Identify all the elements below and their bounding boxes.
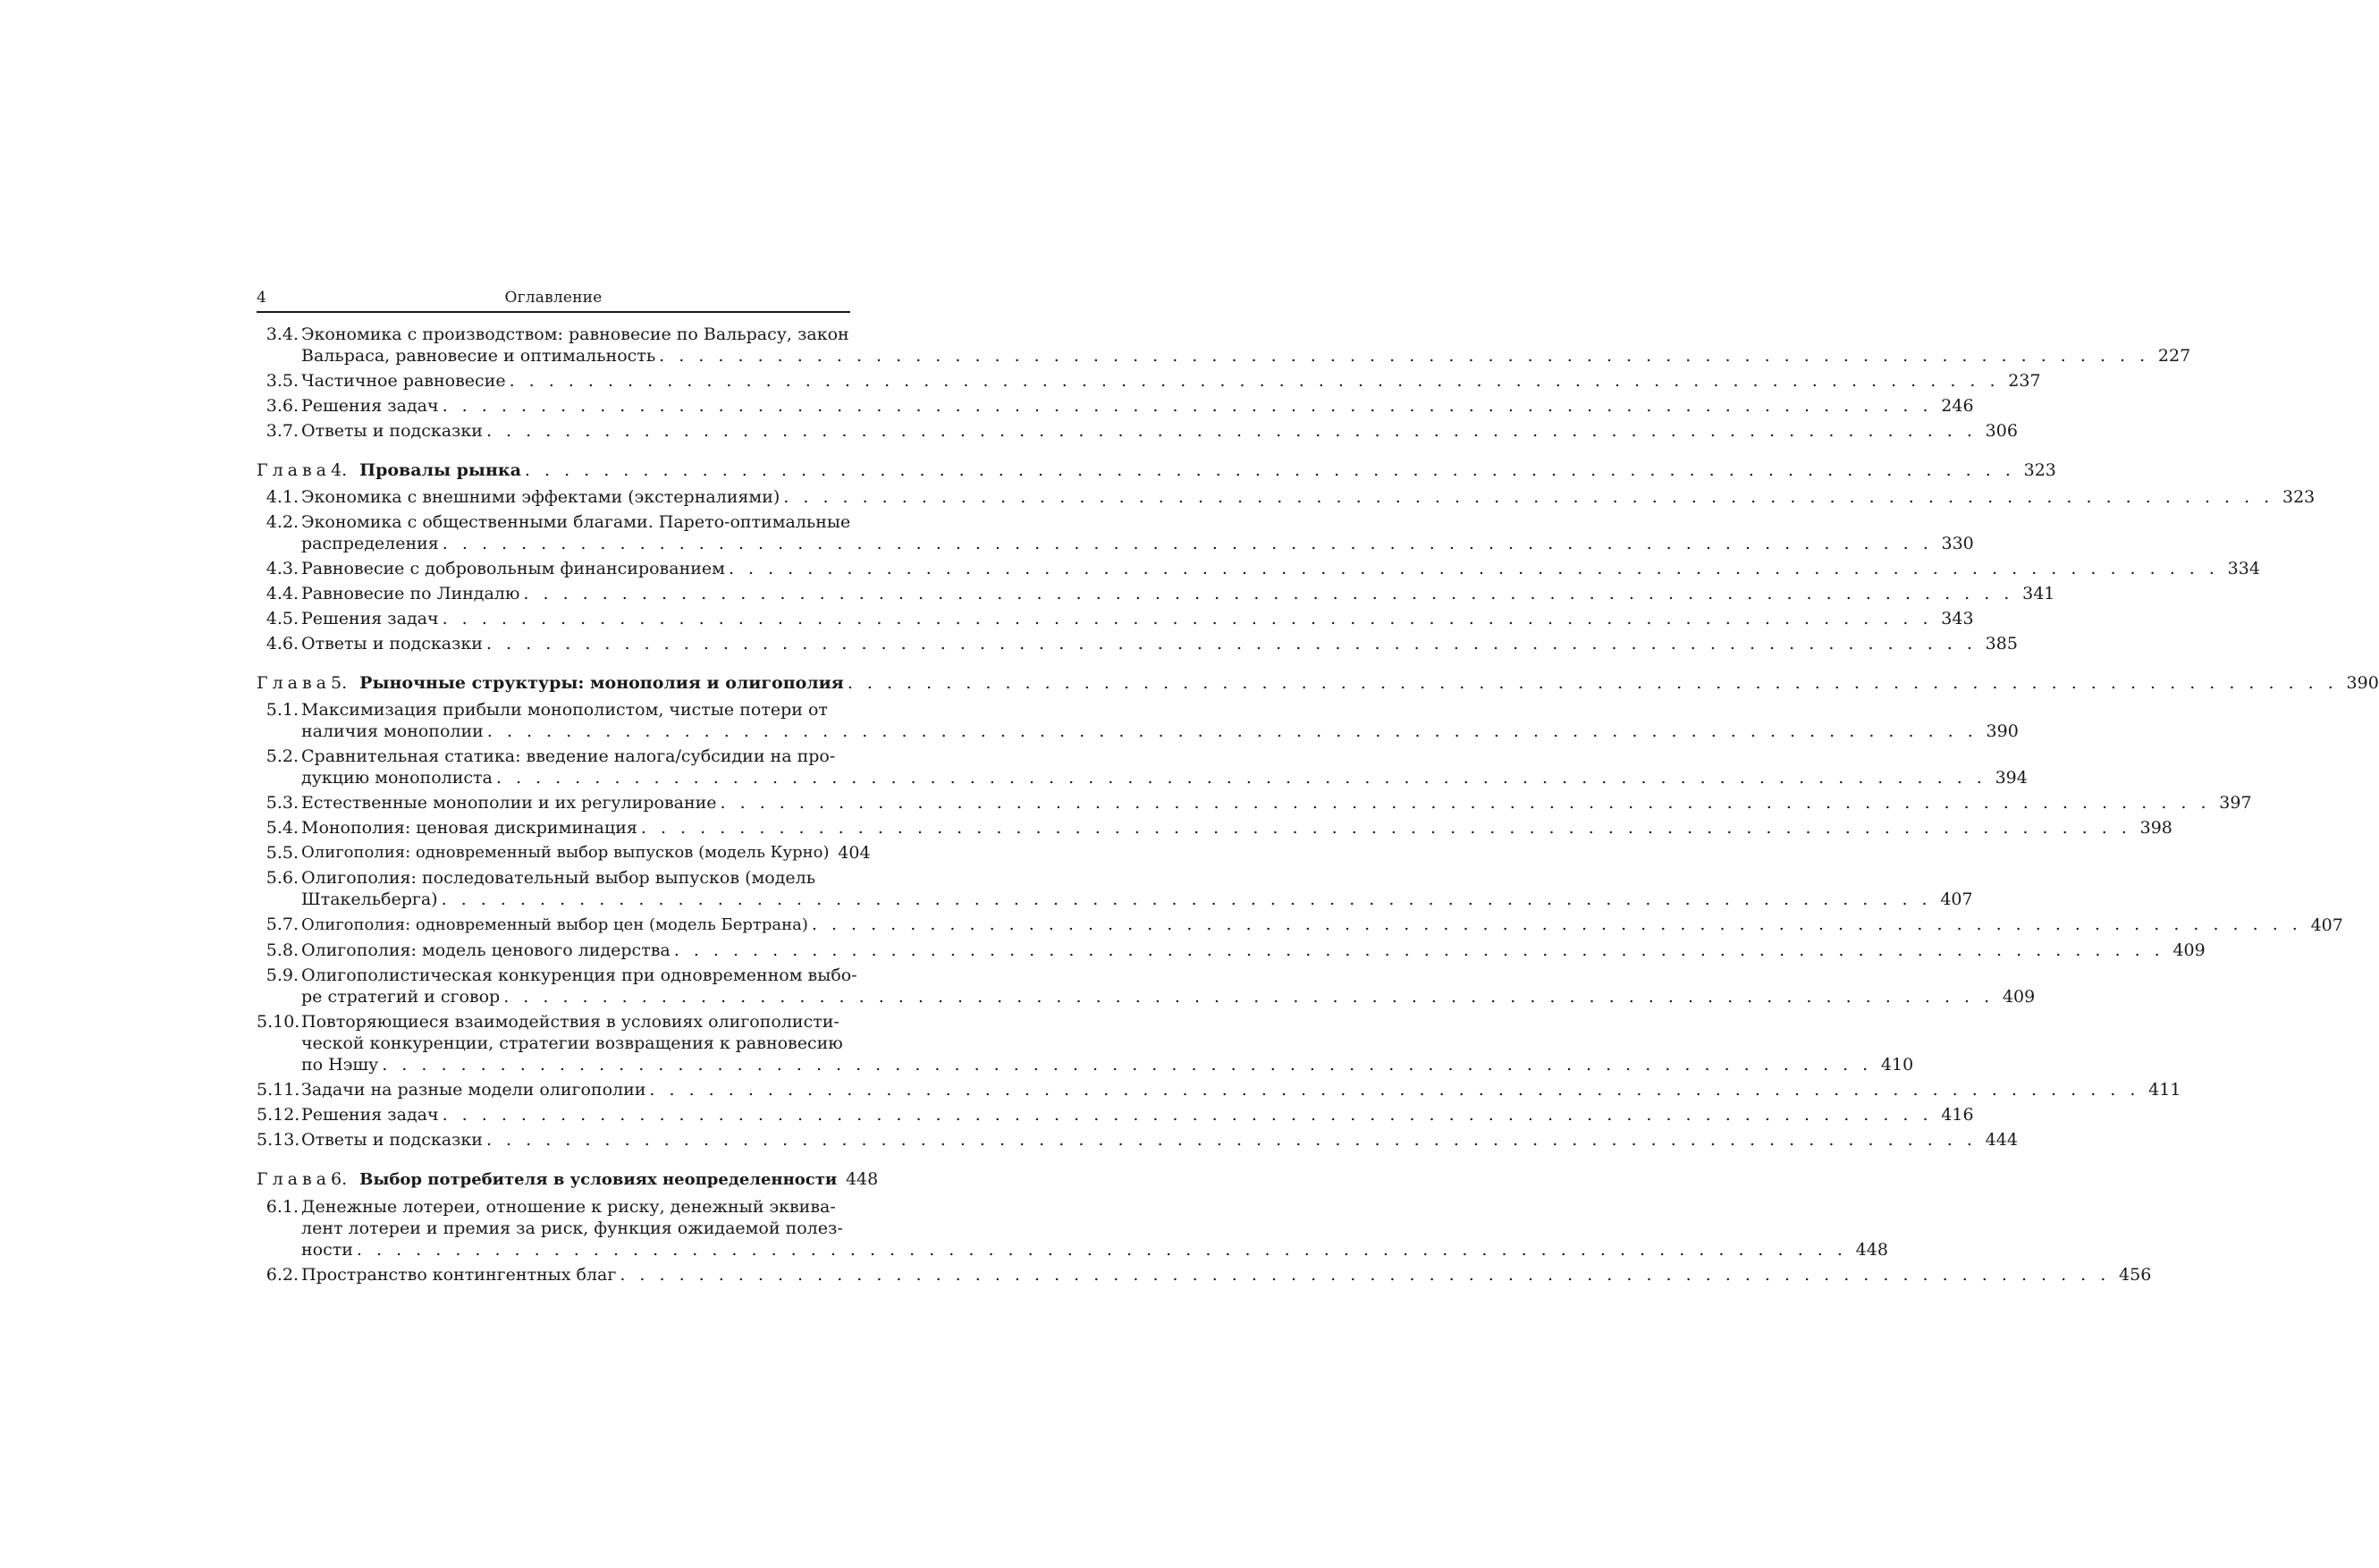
entry-number: 4.1. [266,487,299,507]
entry-page: 390 [1986,721,2019,741]
toc-entry-5-2[interactable] [257,746,2028,788]
leader-dots: . . . . . . . . . . . . . . . . . . . . . . . . . . . . . . . . . . . . . . . . . . . . . . . . . . . . . . . . . . . . . . . . . . . . . . . . . . . . [485,634,1977,653]
entry-number: 5.9. [266,965,299,985]
toc-entry-5-12[interactable] [257,1104,1974,1125]
entry-page: 407 [1940,889,1973,909]
entry-title-line: Денежные лотереи, отношение к риску, денежный эквива- [301,1197,836,1217]
leader-dots: . . . . . . . . . . . . . . . . . . . . . . . . . . . . . . . . . . . . . . . . . . . . . . . . . . . . . . . . . . . . . . . . . . . . . . . . . . . . [811,915,2302,934]
leader-dots: . . . . . . . . . . . . . . . . . . . . . . . . . . . . . . . . . . . . . . . . . . . . . . . . . . . . . . . . . . . . . . . . . . . . . . . . . . . . [442,1105,1933,1125]
toc-entry-5-4[interactable] [257,817,2172,839]
toc-entry-5-9[interactable] [257,965,2036,1007]
entry-title-line: Сравнительная статика: введение налога/субсидии на про- [301,746,836,766]
entry-title-line: ческой конкуренции, стратегии возвращения к равновесию [301,1033,843,1053]
entry-number: 3.5. [266,371,299,391]
entry-page: 416 [1941,1105,1974,1125]
entry-number: 5.6. [266,868,299,888]
entry-page: 410 [1880,1055,1914,1075]
entry-title: Пространство контингентных благ [301,1265,617,1285]
entry-title: Решения задач [301,609,439,628]
chapter-keyword: Глава [257,460,332,480]
toc-entry-3-6[interactable] [257,395,1974,417]
toc-entry-5-6[interactable] [257,867,1973,910]
entry-page: 398 [2139,818,2172,838]
chapter-number: 6. [331,1169,348,1189]
entry-page: 456 [2119,1265,2152,1285]
entry-title: Решения задач [301,396,439,416]
entry-number: 5.11. [257,1080,300,1100]
entry-page: 323 [2282,487,2316,507]
entry-title: Частичное равновесие [301,371,506,391]
entry-title-line: Экономика с производством: равновесие по Вальрасу, закон [301,325,849,344]
entry-number: 3.7. [266,421,299,441]
entry-title: ности [301,1240,353,1260]
leader-dots: . . . . . . . . . . . . . . . . . . . . . . . . . . . . . . . . . . . . . . . . . . . . . . . . . . . . . . . . . . . . . . . . . . . . . . . . . . . . [659,346,2150,366]
book-page [257,288,2379,1289]
entry-title: Ответы и подсказки [301,421,483,441]
leader-dots: . . . . . . . . . . . . . . . . . . . . . . . . . . . . . . . . . . . . . . . . . . . . . . . . . . . . . . . . . . . . . . . . . . . . . . . . . . . . [485,421,1977,441]
entry-number: 5.5. [266,843,299,863]
page-number: 4 [257,289,266,307]
leader-dots: . . . . . . . . . . . . . . . . . . . . . . . . . . . . . . . . . . . . . . . . . . . . . . . . . . . . . . . . . . . . . . . . . . . . . . . . . . . . [503,987,1995,1007]
leader-dots: . . . . . . . . . . . . . . . . . . . . . . . . . . . . . . . . . . . . . . . . . . . . . . . . . . . . . . . . . . . . . . . . . . . . . . . . . . . . [509,371,2000,391]
entry-page: 227 [2157,346,2191,366]
leader-dots: . . . . . . . . . . . . . . . . . . . . . . . . . . . . . . . . . . . . . . . . . . . . . . . . . . . . . . . . . . . . . . . . . . . . . . . . . . . . [356,1240,1847,1260]
toc-entry-3-5[interactable] [257,370,2041,392]
toc-entry-4-4[interactable] [257,583,2055,604]
chapter-title: Рыночные структуры: монополия и олигополия [359,673,844,693]
toc-entry-4-5[interactable] [257,608,1974,629]
entry-page: 409 [2172,940,2206,960]
chapter-title: Провалы рынка [359,460,521,480]
toc-entry-5-5[interactable] [257,842,871,864]
entry-page: 385 [1985,634,2018,653]
toc-chapter-4[interactable] [257,459,2056,481]
entry-page: 246 [1941,396,1974,416]
entry-page: 407 [2310,915,2343,935]
toc-entry-4-3[interactable] [257,558,2260,579]
leader-dots: . . . . . . . . . . . . . . . . . . . . . . . . . . . . . . . . . . . . . . . . . . . . . . . . . . . . . . . . . . . . . . . . . . . . . . . . . . . . [442,534,1933,553]
entry-number: 5.4. [266,818,299,838]
toc-entry-5-13[interactable] [257,1129,2018,1151]
entry-number: 5.8. [266,940,299,960]
leader-dots: . . . . . . . . . . . . . . . . . . . . . . . . . . . . . . . . . . . . . . . . . . . . . . . . . . . . . . . . . . . . . . . . . . . . . . . . . . . . [640,818,2131,838]
entry-page: 341 [2022,584,2055,603]
leader-dots: . . . . . . . . . . . . . . . . . . . . . . . . . . . . . . . . . . . . . . . . . . . . . . . . . . . . . . . . . . . . . . . . . . . . . . . . . . . . [728,559,2219,578]
toc-entry-5-11[interactable] [257,1079,2181,1100]
entry-title: Вальраса, равновесие и оптимальность [301,346,656,366]
entry-page: 404 [838,843,871,863]
entry-number: 5.13. [257,1130,300,1150]
entry-page: 444 [1985,1130,2018,1150]
toc-entry-6-2[interactable] [257,1264,2152,1286]
toc-entry-5-8[interactable] [257,940,2206,961]
entry-title-line: Повторяющиеся взаимодействия в условиях олигополисти- [301,1012,839,1032]
toc-entry-5-7[interactable] [257,914,2343,936]
entry-title: Штакельберга) [301,889,438,909]
running-title: Оглавление [504,289,603,307]
entry-page: 409 [2002,987,2036,1007]
chapter-page: 323 [2023,460,2056,480]
entry-number: 5.3. [266,793,299,813]
entry-number: 5.10. [257,1012,300,1032]
entry-page: 334 [2227,559,2260,578]
entry-title-line: Экономика с общественными благами. Парето-оптимальные [301,512,851,532]
entry-title: Олигополия: модель ценового лидерства [301,940,671,960]
toc-chapter-5[interactable] [257,672,2379,694]
entry-title: Олигополия: одновременный выбор цен (модель Бертрана) [301,915,808,934]
toc-entry-5-3[interactable] [257,792,2252,814]
chapter-keyword: Глава [257,673,332,693]
leader-dots: . . . . . . . . . . . . . . . . . . . . . . . . . . . . . . . . . . . . . . . . . . . . . . . . . . . . . . . . . . . . . . . . . . . . . . . . . . . . [720,793,2211,813]
toc-entry-5-1[interactable] [257,699,2019,742]
entry-number: 6.1. [266,1197,299,1217]
running-head [257,288,850,313]
entry-title: Решения задач [301,1105,439,1125]
entry-title: Равновесие по Линдалю [301,584,520,603]
chapter-number: 5. [331,673,348,693]
entry-number: 4.2. [266,512,299,532]
toc-entry-3-4[interactable] [257,324,2191,367]
entry-title: Ответы и подсказки [301,634,483,653]
entry-page: 330 [1941,534,1974,553]
leader-dots: . . . . . . . . . . . . . . . . . . . . . . . . . . . . . . . . . . . . . . . . . . . . . . . . . . . . . . . . . . . . . . . . . . . . . . . . . . . . [486,721,1978,741]
entry-number: 4.6. [266,634,299,653]
entry-title: Естественные монополии и их регулирование [301,793,717,813]
chapter-title: Выбор потребителя в условиях неопределенности [359,1170,838,1189]
entry-title: Ответы и подсказки [301,1130,483,1150]
chapter-page: 448 [845,1169,879,1189]
entry-title: наличия монополии [301,721,484,741]
toc-entry-4-6[interactable] [257,633,2018,654]
toc-entry-6-1[interactable] [257,1196,1888,1260]
table-of-contents [257,324,2379,1286]
leader-dots: . . . . . . . . . . . . . . . . . . . . . . . . . . . . . . . . . . . . . . . . . . . . . . . . . . . . . . . . . . . . . . . . . . . . . . . . . . . . [649,1080,2140,1100]
entry-title: Задачи на разные модели олигополии [301,1080,646,1100]
entry-page: 306 [1985,421,2018,441]
leader-dots: . . . . . . . . . . . . . . . . . . . . . . . . . . . . . . . . . . . . . . . . . . . . . . . . . . . . . . . . . . . . . . . . . . . . . . . . . . . . [485,1130,1977,1150]
entry-title: распределения [301,534,439,553]
leader-dots: . . . . . . . . . . . . . . . . . . . . . . . . . . . . . . . . . . . . . . . . . . . . . . . . . . . . . . . . . . . . . . . . . . . . . . . . . . . . [620,1265,2111,1285]
entry-title-line: Олигополистическая конкуренция при одновременном выбо- [301,965,857,985]
leader-dots: . . . . . . . . . . . . . . . . . . . . . . . . . . . . . . . . . . . . . . . . . . . . . . . . . . . . . . . . . . . . . . . . . . . . . . . . . . . . [442,609,1933,628]
chapter-number: 4. [331,460,348,480]
leader-dots: . . . . . . . . . . . . . . . . . . . . . . . . . . . . . . . . . . . . . . . . . . . . . . . . . . . . . . . . . . . . . . . . . . . . . . . . . . . . [524,460,2015,480]
leader-dots: . . . . . . . . . . . . . . . . . . . . . . . . . . . . . . . . . . . . . . . . . . . . . . . . . . . . . . . . . . . . . . . . . . . . . . . . . . . . [441,889,1932,909]
entry-title: Монополия: ценовая дискриминация [301,818,637,838]
entry-page: 448 [1855,1240,1888,1260]
entry-title: по Нэшу [301,1055,379,1075]
entry-title: дукцию монополиста [301,768,493,788]
entry-number: 5.2. [266,746,299,766]
toc-entry-4-2[interactable] [257,511,1974,554]
leader-dots: . . . . . . . . . . . . . . . . . . . . . . . . . . . . . . . . . . . . . . . . . . . . . . . . . . . . . . . . . . . . . . . . . . . . . . . . . . . . [442,396,1933,416]
entry-page: 394 [1995,768,2028,788]
entry-page: 397 [2219,793,2252,813]
entry-page: 411 [2148,1080,2181,1100]
toc-entry-3-7[interactable] [257,420,2018,442]
entry-title: Олигополия: одновременный выбор выпусков (модель Курно) [301,843,830,862]
leader-dots: . . . . . . . . . . . . . . . . . . . . . . . . . . . . . . . . . . . . . . . . . . . . . . . . . . . . . . . . . . . . . . . . . . . . . . . . . . . . [382,1055,1873,1075]
entry-page: 343 [1941,609,1974,628]
entry-number: 5.1. [266,700,299,720]
entry-number: 4.3. [266,559,299,578]
leader-dots: . . . . . . . . . . . . . . . . . . . . . . . . . . . . . . . . . . . . . . . . . . . . . . . . . . . . . . . . . . . . . . . . . . . . . . . . . . . . [847,673,2338,693]
chapter-keyword: Глава [257,1169,332,1189]
entry-number: 4.4. [266,584,299,603]
leader-dots: . . . . . . . . . . . . . . . . . . . . . . . . . . . . . . . . . . . . . . . . . . . . . . . . . . . . . . . . . . . . . . . . . . . . . . . . . . . . [673,940,2164,960]
toc-entry-5-10[interactable] [257,1011,1914,1075]
entry-title-line: Олигополия: последовательный выбор выпусков (модель [301,868,816,888]
entry-number: 5.12. [257,1105,300,1125]
entry-number: 6.2. [266,1265,299,1285]
entry-number: 5.7. [266,915,299,934]
toc-chapter-6[interactable] [257,1168,879,1191]
entry-number: 3.4. [266,325,299,344]
leader-dots: . . . . . . . . . . . . . . . . . . . . . . . . . . . . . . . . . . . . . . . . . . . . . . . . . . . . . . . . . . . . . . . . . . . . . . . . . . . . [783,487,2274,507]
entry-page: 237 [2008,371,2041,391]
entry-number: 4.5. [266,609,299,628]
chapter-page: 390 [2346,673,2379,693]
entry-title: ре стратегий и сговор [301,987,501,1007]
leader-dots: . . . . . . . . . . . . . . . . . . . . . . . . . . . . . . . . . . . . . . . . . . . . . . . . . . . . . . . . . . . . . . . . . . . . . . . . . . . . [523,584,2014,603]
toc-entry-4-1[interactable] [257,486,2316,508]
entry-title: Экономика с внешними эффектами (экстерналиями) [301,487,780,507]
entry-title-line: Максимизация прибыли монополистом, чистые потери от [301,700,828,720]
entry-title-line: лент лотереи и премия за риск, функция ожидаемой полез- [301,1218,843,1238]
entry-number: 3.6. [266,396,299,416]
leader-dots: . . . . . . . . . . . . . . . . . . . . . . . . . . . . . . . . . . . . . . . . . . . . . . . . . . . . . . . . . . . . . . . . . . . . . . . . . . . . [495,768,1987,788]
entry-title: Равновесие с добровольным финансированием [301,559,725,578]
